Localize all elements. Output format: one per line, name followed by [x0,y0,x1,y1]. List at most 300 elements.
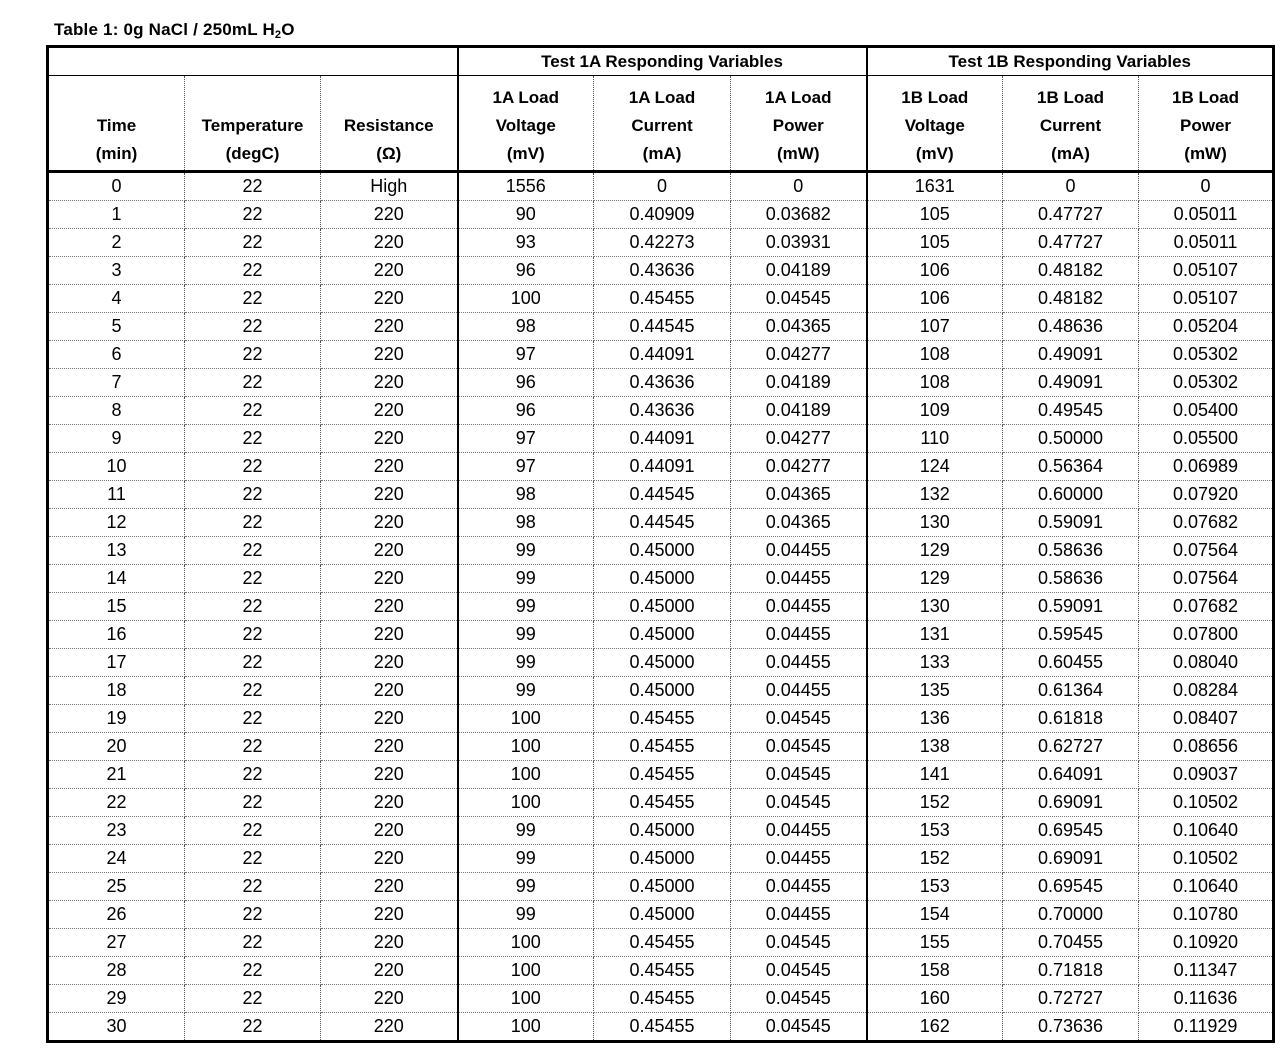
table-row [48,369,1274,397]
column-header-line: Resistance [343,116,434,135]
cell-1a-load-voltage: 100 [458,1013,594,1042]
cell-1b-load-voltage: 153 [867,817,1003,845]
cell-1a-load-power: 0.04365 [731,481,867,509]
cell-1b-load-current: 0.59091 [1003,593,1139,621]
cell-resistance: 220 [321,1013,458,1042]
cell-1a-load-voltage: 100 [458,733,594,761]
cell-temperature: 22 [185,593,321,621]
cell-1a-load-current: 0.44091 [594,453,731,481]
cell-temperature: 22 [185,1013,321,1042]
cell-1b-load-voltage: 129 [867,565,1003,593]
table-row [48,817,1274,845]
cell-1b-load-voltage: 1631 [867,172,1003,201]
table-row [48,537,1274,565]
table-row [48,172,1274,201]
cell-resistance: 220 [321,817,458,845]
cell-1b-load-power: 0.11929 [1139,1013,1274,1042]
cell-temperature: 22 [185,537,321,565]
data-table [46,45,1275,1043]
column-header-line: Current [631,116,693,135]
cell-time: 7 [48,369,185,397]
cell-1b-load-power: 0.05302 [1139,369,1274,397]
cell-1a-load-power: 0 [731,172,867,201]
cell-time: 27 [48,929,185,957]
column-header-1b-load-power [1139,76,1274,172]
cell-1a-load-voltage: 1556 [458,172,594,201]
cell-time: 5 [48,313,185,341]
table-row [48,565,1274,593]
cell-temperature: 22 [185,929,321,957]
cell-resistance: 220 [321,565,458,593]
cell-resistance: 220 [321,201,458,229]
cell-1b-load-power: 0.07682 [1139,509,1274,537]
cell-1a-load-power: 0.04545 [731,1013,867,1042]
cell-1b-load-power: 0.08284 [1139,677,1274,705]
cell-1b-load-voltage: 153 [867,873,1003,901]
cell-time: 22 [48,789,185,817]
cell-time: 23 [48,817,185,845]
cell-1b-load-power: 0.11636 [1139,985,1274,1013]
column-header-line: Time [96,116,137,135]
cell-time: 18 [48,677,185,705]
cell-time: 20 [48,733,185,761]
column-header-line: Voltage [904,116,965,135]
cell-1b-load-voltage: 105 [867,229,1003,257]
cell-1a-load-voltage: 99 [458,845,594,873]
cell-1a-load-voltage: 100 [458,957,594,985]
cell-1b-load-current: 0.71818 [1003,957,1139,985]
column-header-resistance [321,76,458,172]
cell-1b-load-power: 0.05204 [1139,313,1274,341]
cell-1b-load-current: 0.56364 [1003,453,1139,481]
table-row [48,733,1274,761]
group-header-row [48,47,1274,76]
table-row [48,201,1274,229]
cell-1a-load-power: 0.04455 [731,565,867,593]
table-row [48,705,1274,733]
column-header-line: 1A Load [492,88,559,107]
cell-1a-load-voltage: 99 [458,649,594,677]
cell-1b-load-power: 0.05107 [1139,257,1274,285]
cell-resistance: 220 [321,313,458,341]
cell-1a-load-voltage: 98 [458,313,594,341]
cell-1b-load-voltage: 106 [867,285,1003,313]
cell-1a-load-current: 0.45455 [594,761,731,789]
column-header-line: 1B Load [1036,88,1105,107]
cell-resistance: High [321,172,458,201]
cell-1a-load-current: 0.45455 [594,705,731,733]
cell-resistance: 220 [321,873,458,901]
cell-resistance: 220 [321,985,458,1013]
table-row [48,397,1274,425]
column-header-line: (mW) [777,144,820,163]
table-row [48,313,1274,341]
cell-1b-load-current: 0.49091 [1003,341,1139,369]
cell-resistance: 220 [321,229,458,257]
table-row [48,341,1274,369]
cell-1b-load-power: 0.05107 [1139,285,1274,313]
cell-temperature: 22 [185,817,321,845]
cell-time: 19 [48,705,185,733]
cell-1a-load-power: 0.03682 [731,201,867,229]
cell-time: 30 [48,1013,185,1042]
table-row [48,789,1274,817]
cell-1a-load-current: 0.44091 [594,425,731,453]
cell-1b-load-voltage: 129 [867,537,1003,565]
column-header-line: (Ω) [376,144,402,163]
cell-1b-load-voltage: 108 [867,369,1003,397]
cell-resistance: 220 [321,621,458,649]
cell-1a-load-voltage: 100 [458,929,594,957]
cell-1a-load-current: 0.45000 [594,537,731,565]
cell-resistance: 220 [321,397,458,425]
cell-time: 13 [48,537,185,565]
cell-1a-load-voltage: 100 [458,789,594,817]
cell-1a-load-power: 0.04455 [731,537,867,565]
cell-resistance: 220 [321,453,458,481]
cell-1b-load-power: 0.11347 [1139,957,1274,985]
column-header-row [48,76,1274,172]
table-row [48,761,1274,789]
cell-1a-load-voltage: 98 [458,509,594,537]
cell-1a-load-current: 0.44545 [594,313,731,341]
cell-resistance: 220 [321,705,458,733]
cell-1a-load-voltage: 99 [458,593,594,621]
cell-temperature: 22 [185,172,321,201]
column-header-line: Temperature [201,116,304,135]
cell-temperature: 22 [185,313,321,341]
table-row [48,1013,1274,1042]
table-row [48,649,1274,677]
cell-1a-load-current: 0.45000 [594,649,731,677]
group-header-blank [48,47,458,76]
cell-1b-load-current: 0.58636 [1003,537,1139,565]
cell-1a-load-power: 0.04189 [731,369,867,397]
cell-1b-load-voltage: 141 [867,761,1003,789]
cell-resistance: 220 [321,733,458,761]
cell-1a-load-power: 0.04545 [731,985,867,1013]
cell-1a-load-voltage: 100 [458,285,594,313]
cell-1a-load-voltage: 99 [458,873,594,901]
column-header-line: (mV) [506,144,545,163]
cell-1a-load-current: 0.45455 [594,1013,731,1042]
cell-1a-load-voltage: 97 [458,453,594,481]
cell-1a-load-current: 0 [594,172,731,201]
cell-1a-load-voltage: 96 [458,397,594,425]
cell-1b-load-current: 0.61818 [1003,705,1139,733]
title-subscript: 2 [274,29,282,41]
cell-1b-load-voltage: 136 [867,705,1003,733]
cell-temperature: 22 [185,341,321,369]
cell-time: 14 [48,565,185,593]
cell-1b-load-power: 0.07920 [1139,481,1274,509]
table-row [48,481,1274,509]
cell-1a-load-power: 0.04545 [731,957,867,985]
cell-1a-load-voltage: 99 [458,537,594,565]
table-row [48,985,1274,1013]
cell-1a-load-power: 0.03931 [731,229,867,257]
cell-temperature: 22 [185,873,321,901]
table-row [48,509,1274,537]
cell-temperature: 22 [185,845,321,873]
cell-1b-load-current: 0.73636 [1003,1013,1139,1042]
cell-1b-load-power: 0 [1139,172,1274,201]
cell-temperature: 22 [185,229,321,257]
cell-1b-load-voltage: 130 [867,509,1003,537]
cell-1b-load-current: 0.72727 [1003,985,1139,1013]
cell-1b-load-voltage: 131 [867,621,1003,649]
cell-1b-load-voltage: 106 [867,257,1003,285]
cell-time: 16 [48,621,185,649]
cell-1b-load-current: 0.61364 [1003,677,1139,705]
cell-1a-load-power: 0.04365 [731,509,867,537]
cell-resistance: 220 [321,649,458,677]
cell-temperature: 22 [185,677,321,705]
cell-1b-load-power: 0.05302 [1139,341,1274,369]
cell-resistance: 220 [321,761,458,789]
cell-1a-load-current: 0.45455 [594,789,731,817]
cell-1b-load-power: 0.07682 [1139,593,1274,621]
cell-1b-load-power: 0.06989 [1139,453,1274,481]
cell-1b-load-current: 0.60000 [1003,481,1139,509]
cell-1b-load-power: 0.10780 [1139,901,1274,929]
cell-1a-load-voltage: 100 [458,761,594,789]
cell-1b-load-power: 0.10640 [1139,873,1274,901]
cell-1a-load-current: 0.45000 [594,817,731,845]
cell-1b-load-power: 0.10920 [1139,929,1274,957]
cell-time: 6 [48,341,185,369]
cell-1b-load-power: 0.10502 [1139,789,1274,817]
cell-1b-load-current: 0.69545 [1003,817,1139,845]
column-header-line: 1A Load [765,88,832,107]
cell-1a-load-power: 0.04189 [731,397,867,425]
column-header-line: (min) [95,144,138,163]
cell-resistance: 220 [321,509,458,537]
cell-time: 9 [48,425,185,453]
cell-1b-load-voltage: 160 [867,985,1003,1013]
cell-1a-load-current: 0.44091 [594,341,731,369]
cell-1a-load-current: 0.40909 [594,201,731,229]
cell-1b-load-power: 0.08656 [1139,733,1274,761]
cell-1a-load-current: 0.45000 [594,565,731,593]
cell-1a-load-current: 0.44545 [594,481,731,509]
cell-time: 29 [48,985,185,1013]
table-row [48,845,1274,873]
cell-1a-load-power: 0.04455 [731,901,867,929]
cell-resistance: 220 [321,425,458,453]
cell-time: 28 [48,957,185,985]
cell-1a-load-power: 0.04545 [731,733,867,761]
cell-resistance: 220 [321,341,458,369]
cell-resistance: 220 [321,845,458,873]
cell-1b-load-power: 0.10640 [1139,817,1274,845]
cell-1a-load-voltage: 98 [458,481,594,509]
cell-1b-load-voltage: 132 [867,481,1003,509]
cell-temperature: 22 [185,425,321,453]
cell-1b-load-current: 0.59091 [1003,509,1139,537]
table-row [48,621,1274,649]
column-header-line: (mA) [1051,144,1090,163]
column-header-1a-load-voltage [458,76,594,172]
cell-resistance: 220 [321,789,458,817]
cell-1b-load-voltage: 133 [867,649,1003,677]
cell-1b-load-voltage: 110 [867,425,1003,453]
cell-1a-load-voltage: 99 [458,901,594,929]
cell-1a-load-voltage: 99 [458,565,594,593]
cell-1a-load-current: 0.45455 [594,985,731,1013]
cell-1a-load-power: 0.04455 [731,817,867,845]
cell-1b-load-voltage: 152 [867,789,1003,817]
cell-1a-load-voltage: 100 [458,985,594,1013]
cell-1a-load-power: 0.04277 [731,425,867,453]
column-header-1b-load-voltage [867,76,1003,172]
cell-1b-load-voltage: 107 [867,313,1003,341]
cell-1b-load-voltage: 105 [867,201,1003,229]
cell-1b-load-current: 0.49545 [1003,397,1139,425]
cell-temperature: 22 [185,201,321,229]
group-header-test-1b: Test 1B Responding Variables [867,47,1274,76]
table-row [48,453,1274,481]
cell-resistance: 220 [321,677,458,705]
cell-1a-load-current: 0.44545 [594,509,731,537]
cell-time: 25 [48,873,185,901]
table-row [48,425,1274,453]
cell-resistance: 220 [321,369,458,397]
cell-time: 12 [48,509,185,537]
table-row [48,257,1274,285]
cell-1a-load-current: 0.45000 [594,593,731,621]
cell-1a-load-power: 0.04189 [731,257,867,285]
column-header-line: Current [1039,116,1102,135]
cell-1b-load-voltage: 130 [867,593,1003,621]
cell-1a-load-voltage: 93 [458,229,594,257]
cell-resistance: 220 [321,593,458,621]
cell-temperature: 22 [185,257,321,285]
cell-temperature: 22 [185,509,321,537]
cell-resistance: 220 [321,481,458,509]
column-header-1b-load-current [1003,76,1139,172]
cell-1b-load-power: 0.09037 [1139,761,1274,789]
cell-1b-load-power: 0.10502 [1139,845,1274,873]
cell-resistance: 220 [321,929,458,957]
column-header-line: Power [772,116,824,135]
cell-resistance: 220 [321,957,458,985]
cell-1a-load-current: 0.45455 [594,957,731,985]
cell-1b-load-current: 0.48636 [1003,313,1139,341]
cell-1b-load-current: 0.64091 [1003,761,1139,789]
cell-1a-load-power: 0.04455 [731,593,867,621]
table-row [48,929,1274,957]
cell-1b-load-current: 0.49091 [1003,369,1139,397]
cell-1a-load-power: 0.04455 [731,873,867,901]
cell-1b-load-voltage: 158 [867,957,1003,985]
cell-resistance: 220 [321,901,458,929]
cell-temperature: 22 [185,369,321,397]
cell-1a-load-power: 0.04455 [731,649,867,677]
cell-1a-load-voltage: 96 [458,257,594,285]
column-header-line: 1A Load [628,88,696,107]
cell-1a-load-current: 0.45000 [594,621,731,649]
cell-1b-load-current: 0.48182 [1003,285,1139,313]
cell-temperature: 22 [185,705,321,733]
cell-1a-load-power: 0.04455 [731,677,867,705]
group-header-test-1a: Test 1A Responding Variables [458,47,867,76]
cell-1a-load-power: 0.04545 [731,789,867,817]
cell-1a-load-current: 0.45000 [594,845,731,873]
cell-1b-load-voltage: 124 [867,453,1003,481]
cell-1b-load-power: 0.07800 [1139,621,1274,649]
table-row [48,677,1274,705]
cell-resistance: 220 [321,537,458,565]
cell-1a-load-current: 0.45455 [594,733,731,761]
cell-1a-load-power: 0.04545 [731,761,867,789]
cell-1b-load-voltage: 152 [867,845,1003,873]
cell-1b-load-current: 0.58636 [1003,565,1139,593]
cell-1a-load-current: 0.45455 [594,929,731,957]
table-row [48,593,1274,621]
cell-time: 2 [48,229,185,257]
table-row [48,285,1274,313]
cell-1b-load-current: 0.70455 [1003,929,1139,957]
table-title [54,20,295,41]
column-header-line: (mW) [1184,144,1227,163]
cell-1b-load-voltage: 109 [867,397,1003,425]
cell-time: 24 [48,845,185,873]
cell-time: 4 [48,285,185,313]
table-row [48,229,1274,257]
cell-temperature: 22 [185,397,321,425]
cell-temperature: 22 [185,985,321,1013]
cell-1a-load-current: 0.43636 [594,397,731,425]
cell-1a-load-power: 0.04545 [731,705,867,733]
title-suffix: O [281,20,295,39]
cell-temperature: 22 [185,789,321,817]
cell-time: 21 [48,761,185,789]
cell-1b-load-current: 0.70000 [1003,901,1139,929]
cell-time: 0 [48,172,185,201]
column-header-temperature [185,76,321,172]
cell-time: 11 [48,481,185,509]
cell-1b-load-voltage: 135 [867,677,1003,705]
column-header-line: 1B Load [1171,88,1240,107]
cell-temperature: 22 [185,453,321,481]
cell-temperature: 22 [185,901,321,929]
cell-1a-load-voltage: 96 [458,369,594,397]
cell-time: 17 [48,649,185,677]
cell-temperature: 22 [185,761,321,789]
cell-1a-load-voltage: 90 [458,201,594,229]
cell-1b-load-power: 0.05011 [1139,229,1274,257]
cell-1a-load-power: 0.04455 [731,621,867,649]
cell-temperature: 22 [185,733,321,761]
cell-1a-load-power: 0.04545 [731,929,867,957]
cell-1a-load-current: 0.45000 [594,901,731,929]
cell-1b-load-current: 0.47727 [1003,229,1139,257]
cell-time: 26 [48,901,185,929]
cell-1a-load-voltage: 97 [458,425,594,453]
cell-1b-load-voltage: 155 [867,929,1003,957]
title-prefix: Table 1: 0g NaCl / 250mL H [54,20,275,39]
cell-1a-load-current: 0.42273 [594,229,731,257]
cell-temperature: 22 [185,285,321,313]
cell-1b-load-voltage: 138 [867,733,1003,761]
table-row [48,873,1274,901]
cell-1a-load-current: 0.45000 [594,873,731,901]
cell-1a-load-current: 0.43636 [594,257,731,285]
cell-1a-load-voltage: 97 [458,341,594,369]
cell-temperature: 22 [185,957,321,985]
column-header-line: Power [1180,116,1232,135]
